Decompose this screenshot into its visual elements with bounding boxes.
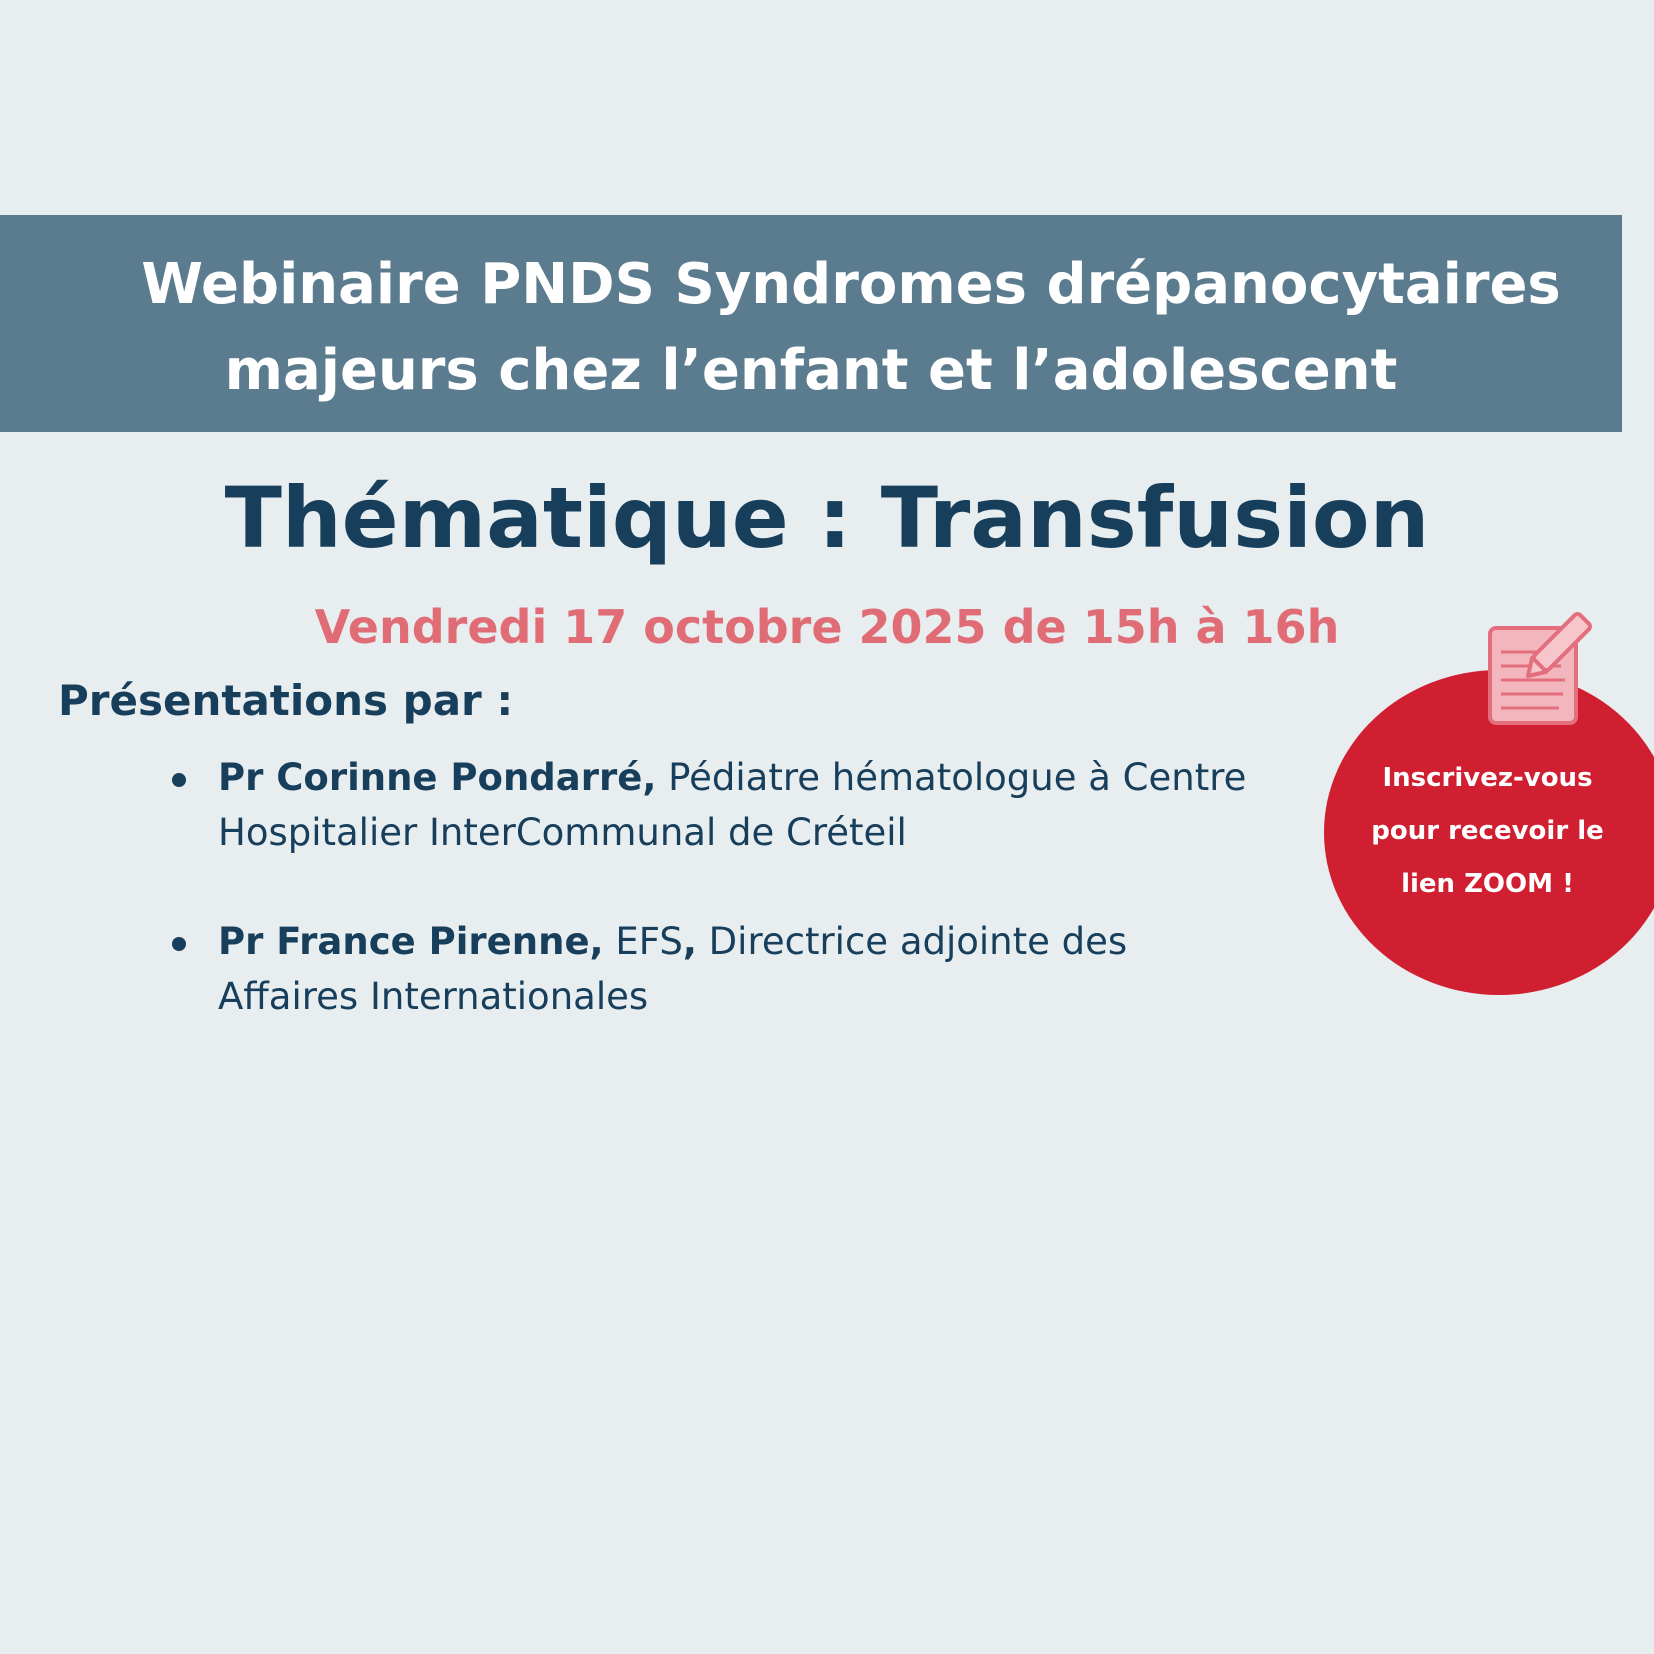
presentations-heading: Présentations par : (58, 676, 514, 725)
registration-cta-text[interactable] (1340, 752, 1635, 911)
event-date: Vendredi 17 octobre 2025 de 15h à 16h (314, 600, 1340, 654)
cta-line-3: lien ZOOM ! (1401, 869, 1574, 899)
speaker-role-cont: Hospitalier InterCommunal de Créteil (218, 811, 907, 854)
title-banner (0, 215, 1622, 432)
banner-title-line-2: majeurs chez l’enfant et l’adolescent (224, 338, 1398, 403)
notepad-pencil-icon (1485, 612, 1595, 727)
bullet-icon (172, 937, 186, 951)
speaker-role-cont: Affaires Internationales (218, 975, 649, 1018)
speaker-name: Pr France Pirenne, (218, 920, 604, 963)
cta-line-2: pour recevoir le (1371, 816, 1604, 846)
theme-heading: Thématique : Transfusion (224, 469, 1430, 567)
speaker-org-comma: , (682, 920, 697, 963)
speaker-role: Pédiatre hématologue à Centre (656, 756, 1247, 799)
speaker-name: Pr Corinne Pondarré, (218, 756, 657, 799)
banner-title-line-1: Webinaire PNDS Syndromes drépanocytaires (141, 252, 1561, 317)
speaker-description (218, 750, 1298, 860)
cta-line-1: Inscrivez-vous (1382, 763, 1593, 793)
bullet-icon (172, 773, 186, 787)
speaker-description (218, 914, 1298, 1024)
speaker-org: EFS (603, 920, 683, 963)
speaker-role: Directrice adjointe des (696, 920, 1128, 963)
